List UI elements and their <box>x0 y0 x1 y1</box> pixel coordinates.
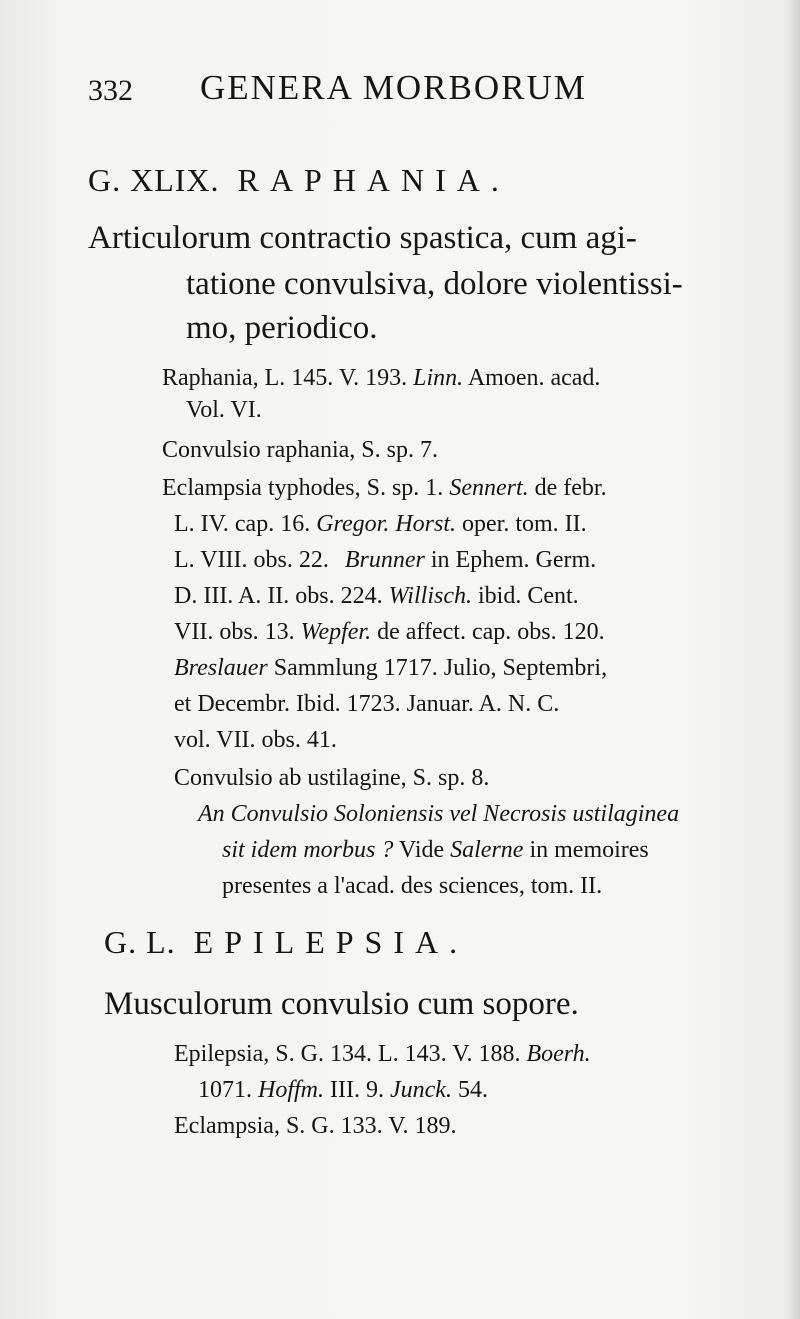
synonym-text: Sammlung 1717. Julio, Septembri, <box>273 655 608 681</box>
synonym-text: oper. tom. II. <box>462 511 587 537</box>
synonym-text: L. VIII. obs. 22. <box>174 547 329 573</box>
note-line: An Convulsio Soloniensis vel Necrosis ustilaginea <box>198 801 680 827</box>
synonym-text: de febr. <box>534 475 607 501</box>
synonym-line <box>174 1042 591 1066</box>
synonym-line: Convulsio ab ustilagine, S. sp. 8. <box>174 765 490 791</box>
note-line <box>222 838 649 862</box>
synonym-line <box>162 476 607 500</box>
synonym-line: Convulsio raphania, S. sp. 7. <box>162 437 438 463</box>
synonym-text: de affect. cap. obs. 120. <box>377 619 605 645</box>
synonym-text: III. 9. <box>330 1077 384 1103</box>
synonym-text: Epilepsia, S. G. 134. L. 143. V. 188. <box>174 1041 521 1067</box>
genus-number: G. L. <box>104 924 176 960</box>
genus-heading <box>104 926 468 958</box>
author-citation: Linn. <box>413 365 464 391</box>
author-citation: Boerh. <box>526 1041 591 1067</box>
synonym-line: Vol. VI. <box>186 397 262 423</box>
synonym-line <box>174 584 579 608</box>
synonym-line: vol. VII. obs. 41. <box>174 727 337 753</box>
author-citation: Gregor. <box>316 511 390 537</box>
synonym-text: L. IV. cap. 16. <box>174 511 311 537</box>
synonym-line <box>162 366 600 390</box>
genus-heading <box>88 164 510 196</box>
definition-line: tatione convulsiva, dolore violentissi- <box>186 266 683 302</box>
synonym-text: ibid. Cent. <box>477 583 579 609</box>
author-citation: Hoffm. <box>258 1077 324 1103</box>
synonym-text: D. III. A. II. obs. 224. <box>174 583 383 609</box>
synonym-text: in Ephem. Germ. <box>430 547 597 573</box>
author-citation: Brunner <box>344 547 425 573</box>
synonym-line: Eclampsia, S. G. 133. V. 189. <box>174 1113 457 1139</box>
author-citation: Salerne <box>450 837 524 863</box>
author-citation: Junck. <box>389 1077 452 1103</box>
definition-line: mo, periodico. <box>186 310 378 346</box>
synonym-line <box>174 548 596 572</box>
genus-number: G. XLIX. <box>88 162 220 198</box>
synonym-line <box>174 656 607 680</box>
synonym-text: 54. <box>457 1077 488 1103</box>
author-citation: Willisch. <box>388 583 472 609</box>
genus-name: RAPHANIA. <box>237 162 510 198</box>
note-line: presentes a l'acad. des sciences, tom. II. <box>222 873 603 899</box>
note-text: in memoires <box>529 837 649 863</box>
synonym-line <box>174 620 605 644</box>
page-number: 332 <box>88 74 133 107</box>
definition-line: Articulorum contractio spastica, cum agi- <box>88 220 637 256</box>
definition-line: Musculorum convulsio cum sopore. <box>104 986 579 1022</box>
synonym-text: 1071. <box>198 1077 252 1103</box>
synonym-line <box>198 1078 488 1102</box>
author-citation: Horst. <box>395 511 457 537</box>
author-citation: Breslauer <box>174 655 268 681</box>
genus-name: EPILEPSIA. <box>193 924 469 960</box>
synonym-text: VII. obs. 13. <box>174 619 295 645</box>
synonym-line <box>174 512 587 536</box>
synonym-text: Raphania, L. 145. V. 193. <box>162 365 408 391</box>
page-edge-shadow <box>786 0 800 1319</box>
note-text: Vide <box>398 837 445 863</box>
author-citation: Wepfer. <box>300 619 372 645</box>
synonym-text: Amoen. acad. <box>467 365 601 391</box>
running-title: GENERA MORBORUM <box>200 68 587 107</box>
synonym-line: et Decembr. Ibid. 1723. Januar. A. N. C. <box>174 691 560 717</box>
note-text: sit idem morbus ? <box>222 837 394 863</box>
author-citation: Sennert. <box>449 475 529 501</box>
synonym-text: Eclampsia typhodes, S. sp. 1. <box>162 475 444 501</box>
